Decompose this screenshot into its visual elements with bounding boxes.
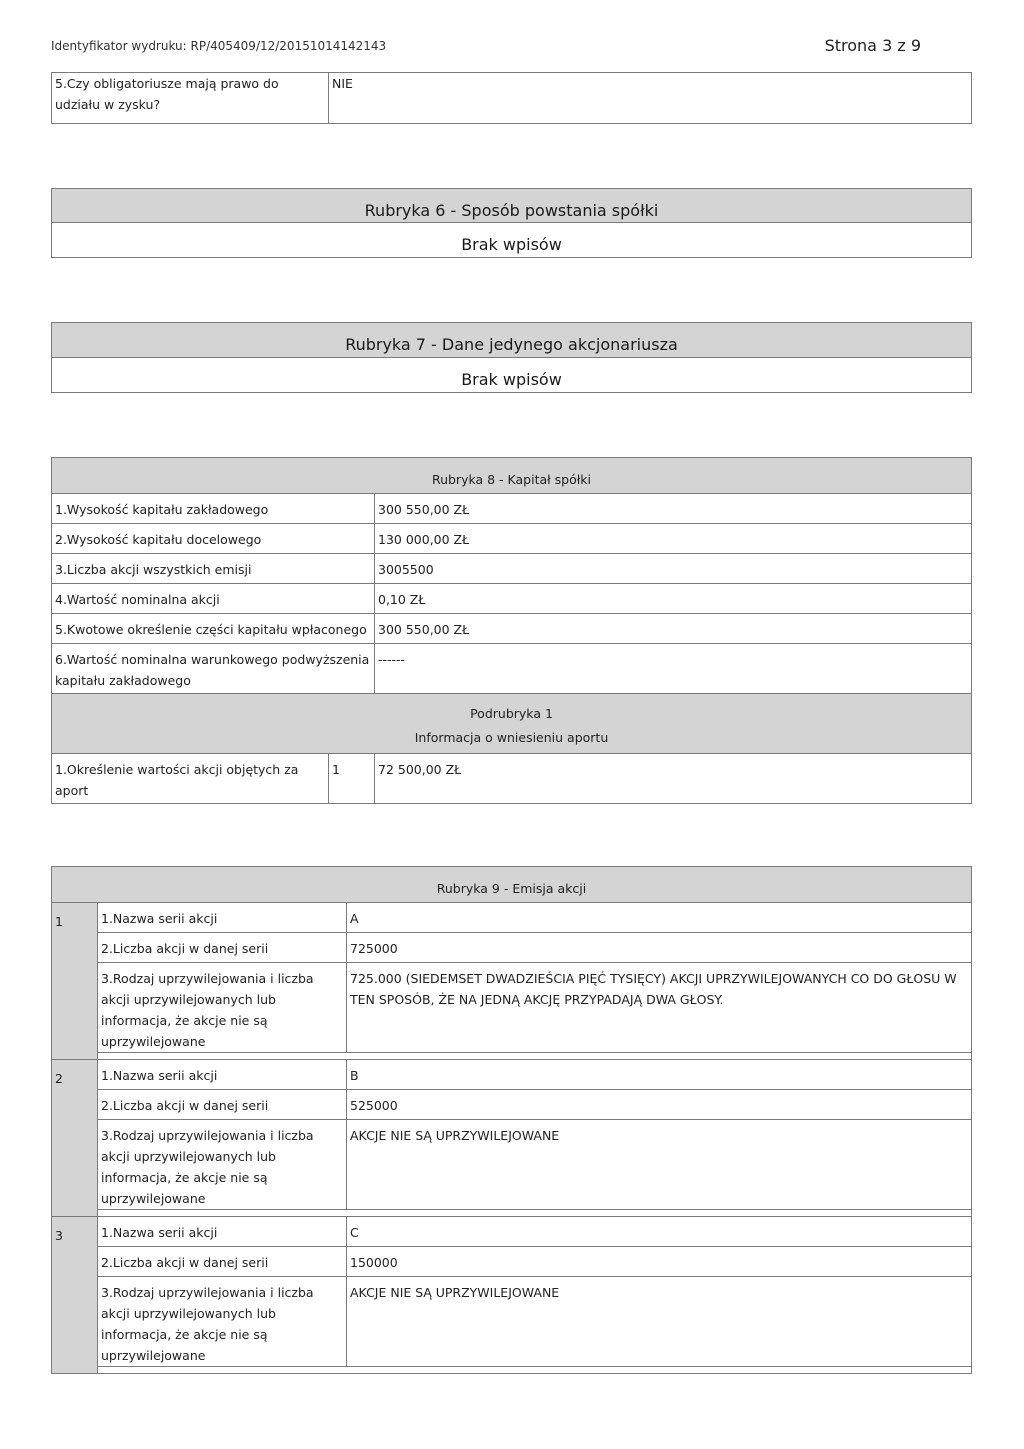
r8-row-value: 3005500: [375, 554, 972, 584]
section-rubryka-7: [51, 322, 972, 393]
series-pref: AKCJE NIE SĄ UPRZYWILEJOWANE: [347, 1120, 972, 1210]
section-rubryka-9: [51, 866, 972, 1374]
section-rubryka-8: [51, 457, 972, 804]
series-name-label: 1.Nazwa serii akcji: [98, 1060, 347, 1090]
r8-row-label: 6.Wartość nominalna warunkowego podwyższenia kapitału zakładowego: [52, 644, 375, 694]
r8-row-value: 300 550,00 ZŁ: [375, 494, 972, 524]
series-count: 725000: [347, 933, 972, 963]
r8-row-value: ------: [375, 644, 972, 694]
r7-empty: Brak wpisów: [51, 358, 972, 393]
r8-row-label: 4.Wartość nominalna akcji: [52, 584, 375, 614]
r6-empty: Brak wpisów: [51, 223, 972, 258]
series-index: 2: [52, 1060, 98, 1217]
series-index: 3: [52, 1217, 98, 1374]
series-name: C: [347, 1217, 972, 1247]
r8-row-value: 0,10 ZŁ: [375, 584, 972, 614]
r8-sub-value: 72 500,00 ZŁ: [375, 754, 972, 804]
r8-row-value: 300 550,00 ZŁ: [375, 614, 972, 644]
r8-sub-title: [52, 694, 972, 754]
series-name: B: [347, 1060, 972, 1090]
series-name-label: 1.Nazwa serii akcji: [98, 903, 347, 933]
series-count: 150000: [347, 1247, 972, 1277]
page-number: Strona 3 z 9: [824, 36, 921, 55]
series-spacer: [98, 1053, 972, 1060]
series-pref-label: 3.Rodzaj uprzywilejowania i liczba akcji uprzywilejowanych lub informacja, że akcje nie są uprzywilejowane: [98, 963, 347, 1053]
series-pref-label: 3.Rodzaj uprzywilejowania i liczba akcji uprzywilejowanych lub informacja, że akcje nie są uprzywilejowane: [98, 1277, 347, 1367]
series-count-label: 2.Liczba akcji w danej serii: [98, 933, 347, 963]
series-spacer: [98, 1210, 972, 1217]
series-name-label: 1.Nazwa serii akcji: [98, 1217, 347, 1247]
r8-sub-title-1: Podrubryka 1: [470, 706, 553, 721]
series-spacer: [98, 1367, 972, 1374]
r8-title: Rubryka 8 - Kapitał spółki: [52, 458, 972, 494]
r8-sub-num: 1: [329, 754, 375, 804]
r5-question-5: [51, 72, 972, 124]
series-index: 1: [52, 903, 98, 1060]
series-count-label: 2.Liczba akcji w danej serii: [98, 1090, 347, 1120]
r9-title: Rubryka 9 - Emisja akcji: [52, 867, 972, 903]
section-rubryka-6: [51, 188, 972, 258]
r8-row-value: 130 000,00 ZŁ: [375, 524, 972, 554]
r8-sub-label: 1.Określenie wartości akcji objętych za aport: [52, 754, 329, 804]
r5-q5-value: NIE: [329, 73, 972, 124]
r8-row-label: 5.Kwotowe określenie części kapitału wpłaconego: [52, 614, 375, 644]
series-pref: 725.000 (SIEDEMSET DWADZIEŚCIA PIĘĆ TYSIĘCY) AKCJI UPRZYWILEJOWANYCH CO DO GŁOSU W TEN SPOSÓB, ŻE NA JEDNĄ AKCJĘ PRZYPADAJĄ DWA GŁOSY.: [347, 963, 972, 1053]
r5-q5-label: 5.Czy obligatoriusze mają prawo do udziału w zysku?: [52, 73, 329, 124]
series-count-label: 2.Liczba akcji w danej serii: [98, 1247, 347, 1277]
series-name: A: [347, 903, 972, 933]
r8-row-label: 2.Wysokość kapitału docelowego: [52, 524, 375, 554]
r7-title: Rubryka 7 - Dane jedynego akcjonariusza: [51, 322, 972, 358]
series-pref-label: 3.Rodzaj uprzywilejowania i liczba akcji uprzywilejowanych lub informacja, że akcje nie są uprzywilejowane: [98, 1120, 347, 1210]
r8-row-label: 1.Wysokość kapitału zakładowego: [52, 494, 375, 524]
series-count: 525000: [347, 1090, 972, 1120]
r6-title: Rubryka 6 - Sposób powstania spółki: [51, 188, 972, 223]
print-identifier: Identyfikator wydruku: RP/405409/12/20151014142143: [51, 39, 387, 53]
page-header: [51, 36, 921, 58]
r8-row-label: 3.Liczba akcji wszystkich emisji: [52, 554, 375, 584]
series-pref: AKCJE NIE SĄ UPRZYWILEJOWANE: [347, 1277, 972, 1367]
r8-sub-title-2: Informacja o wniesieniu aportu: [414, 730, 609, 745]
